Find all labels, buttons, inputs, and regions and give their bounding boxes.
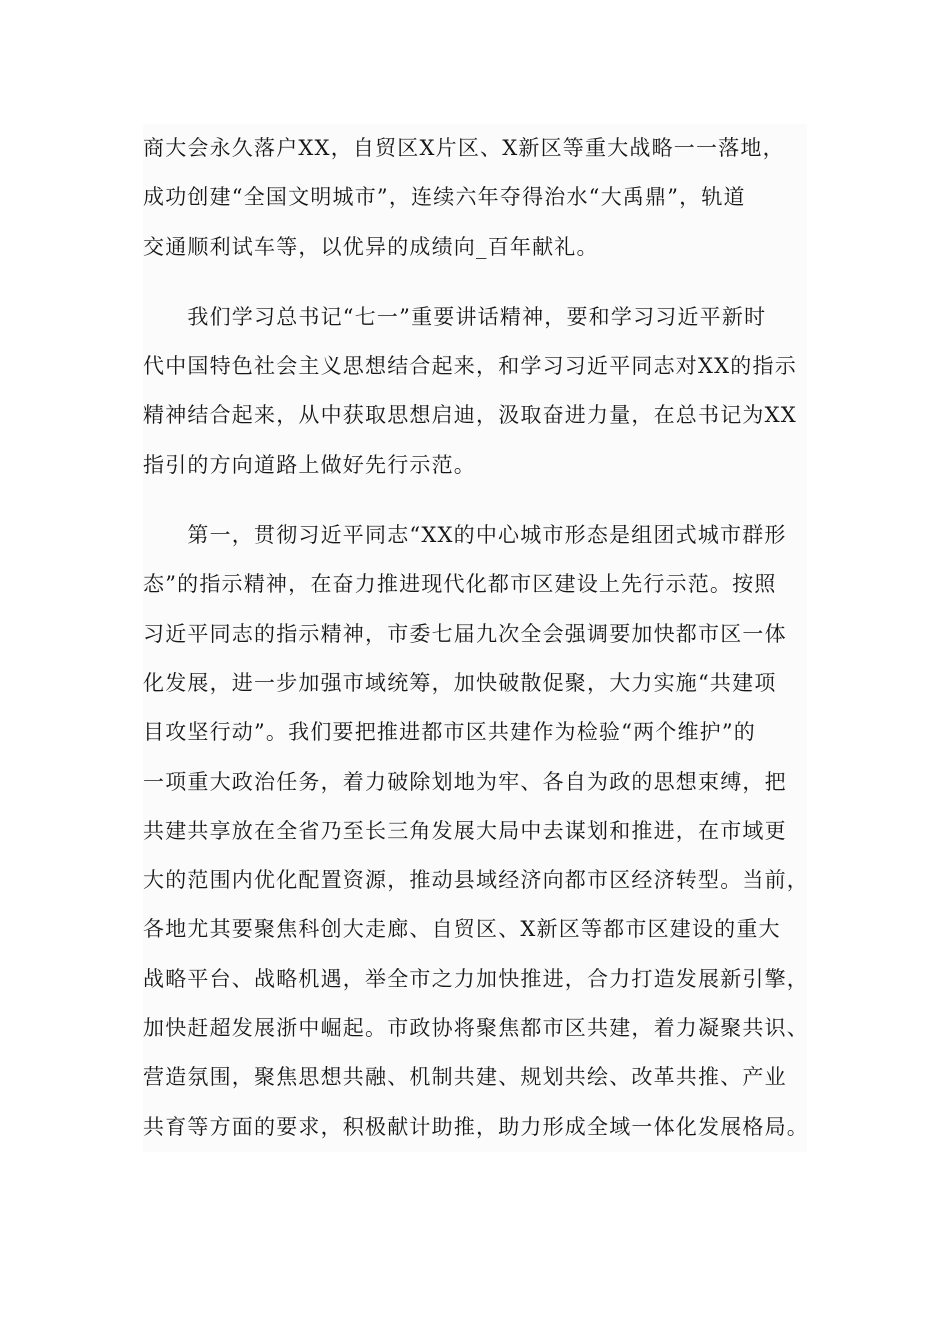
paragraph-3	[143, 511, 807, 1152]
paragraph-2	[143, 293, 807, 490]
text-line: 战略平台、战略机遇，举全市之力加快推进，合力打造发展新引擎，	[143, 966, 809, 991]
text-line: 成功创建“全国文明城市”，连续六年夺得治水“大禹鼎”，轨道	[143, 185, 746, 210]
text-line: 化发展，进一步加强市域统筹，加快破散促聚，大力实施“共建项	[143, 670, 777, 695]
text-line: 共育等方面的要求，积极献计助推，助力形成全域一体化发展格局。	[143, 1114, 809, 1139]
text-line: 目攻坚行动”。我们要把推进都市区共建作为检验“两个维护”的	[143, 720, 757, 745]
text-line: 一项重大政治任务，着力破除划地为牢、各自为政的思想束缚，把	[143, 769, 787, 794]
text-line: 交通顺利试车等，以优异的成绩向_百年献礼。	[143, 234, 599, 259]
text-line: 我们学习总书记“七一”重要讲话精神，要和学习习近平新时	[143, 304, 767, 329]
document-body	[143, 124, 807, 1152]
text-line: 态”的指示精神，在奋力推进现代化都市区建设上先行示范。按照	[143, 572, 777, 597]
text-line: 各地尤其要聚焦科创大走廊、自贸区、X新区等都市区建设的重大	[143, 917, 781, 942]
text-line: 加快赶超发展浙中崛起。市政协将聚焦都市区共建，着力凝聚共识、	[143, 1016, 809, 1041]
text-line: 营造氛围，聚焦思想共融、机制共建、规划共绘、改革共推、产业	[143, 1065, 787, 1090]
text-line: 习近平同志的指示精神，市委七届九次全会强调要加快都市区一体	[143, 621, 787, 646]
text-line: 大的范围内优化配置资源，推动县域经济向都市区经济转型。当前，	[143, 868, 809, 893]
text-line: 共建共享放在全省乃至长三角发展大局中去谋划和推进，在市域更	[143, 818, 787, 843]
paragraph-spacing	[143, 490, 807, 511]
text-line: 精神结合起来，从中获取思想启迪，汲取奋进力量，在总书记为XX	[143, 403, 797, 428]
text-line: 第一，贯彻习近平同志“XX的中心城市形态是组团式城市群形	[143, 523, 787, 548]
paragraph-spacing	[143, 272, 807, 293]
text-line: 代中国特色社会主义思想结合起来，和学习习近平同志对XX的指示	[143, 354, 797, 379]
paragraph-1	[143, 124, 807, 272]
text-line: 指引的方向道路上做好先行示范。	[143, 452, 476, 477]
text-line: 商大会永久落户XX，自贸区X片区、X新区等重大战略一一落地，	[143, 136, 785, 160]
